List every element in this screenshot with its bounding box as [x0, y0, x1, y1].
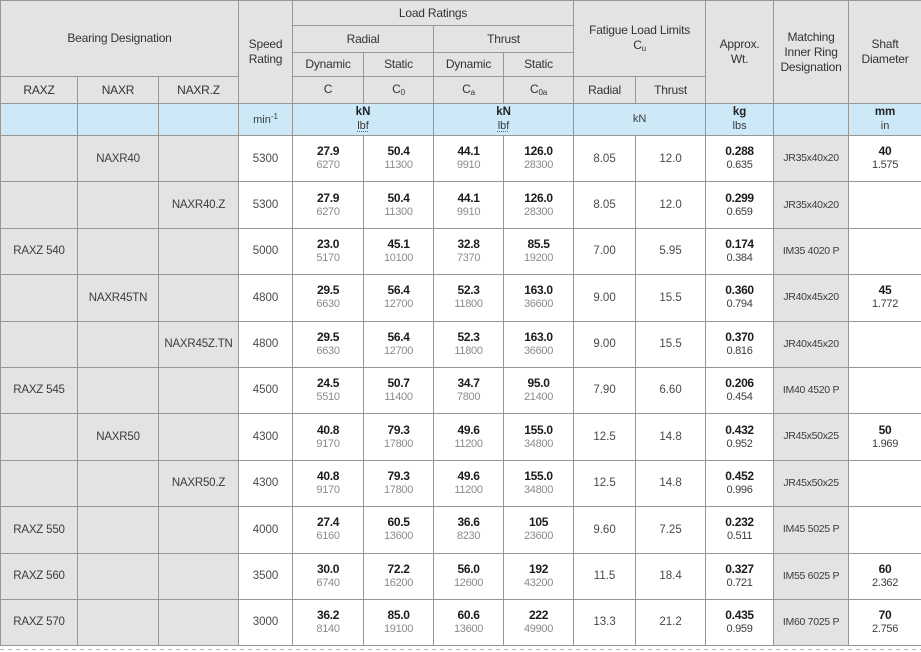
- cell-naxr-z: [159, 507, 239, 553]
- page-break-dashed-line: [0, 649, 921, 650]
- cell-shaft-diameter: 45 1.772: [849, 275, 921, 321]
- cell-naxr: [78, 460, 159, 506]
- cell-fatigue-thrust: 5.95: [636, 228, 706, 274]
- cell-radial-dynamic: 30.0 6740: [293, 553, 364, 599]
- cell-naxr: NAXR45TN: [78, 275, 159, 321]
- cell-radial-dynamic: 27.4 6160: [293, 507, 364, 553]
- cell-fatigue-thrust: 12.0: [636, 136, 706, 182]
- cell-inner-ring: JR35x40x20: [774, 182, 849, 228]
- table-row: [1, 553, 921, 599]
- cell-radial-static: 85.0 19100: [364, 599, 434, 645]
- fatigue-radial-header: Radial: [574, 77, 636, 104]
- table-header: [1, 1, 921, 104]
- cell-radial-static: 72.2 16200: [364, 553, 434, 599]
- cell-inner-ring: JR45x50x25: [774, 460, 849, 506]
- cell-thrust-static: 163.0 36600: [504, 275, 574, 321]
- cell-inner-ring: JR35x40x20: [774, 136, 849, 182]
- cell-thrust-static: 155.0 34800: [504, 414, 574, 460]
- cell-fatigue-radial: 8.05: [574, 182, 636, 228]
- cell-thrust-dynamic: 49.6 11200: [434, 414, 504, 460]
- col-header-naxr-z: NAXR.Z: [159, 77, 239, 104]
- cell-inner-ring: JR40x45x20: [774, 321, 849, 367]
- cell-inner-ring: IM35 4020 P: [774, 228, 849, 274]
- units-shaft: mm in: [849, 104, 921, 136]
- cell-weight: 0.206 0.454: [706, 367, 774, 413]
- cell-radial-dynamic: 23.0 5170: [293, 228, 364, 274]
- cell-shaft-diameter: 40 1.575: [849, 136, 921, 182]
- shaft-diameter-header: Shaft Diameter: [849, 1, 921, 104]
- symbol-c0: $C_0$: [364, 77, 434, 104]
- cell-thrust-dynamic: 44.1 9910: [434, 182, 504, 228]
- cell-fatigue-radial: 8.05: [574, 136, 636, 182]
- cell-fatigue-radial: 9.60: [574, 507, 636, 553]
- cell-thrust-dynamic: 52.3 11800: [434, 275, 504, 321]
- cell-raxz: [1, 414, 78, 460]
- cell-radial-static: 50.4 11300: [364, 182, 434, 228]
- cell-shaft-diameter: [849, 460, 921, 506]
- cell-radial-static: 79.3 17800: [364, 414, 434, 460]
- cell-inner-ring: IM60 7025 P: [774, 599, 849, 645]
- cell-inner-ring: JR40x45x20: [774, 275, 849, 321]
- cell-inner-ring: JR45x50x25: [774, 414, 849, 460]
- cell-thrust-dynamic: 52.3 11800: [434, 321, 504, 367]
- cell-raxz: RAXZ 570: [1, 599, 78, 645]
- cell-shaft-diameter: 70 2.756: [849, 599, 921, 645]
- cell-speed: 3500: [239, 553, 293, 599]
- header-row-1: [1, 1, 921, 26]
- cell-radial-dynamic: 40.8 9170: [293, 460, 364, 506]
- cell-naxr-z: NAXR45Z.TN: [159, 321, 239, 367]
- cell-thrust-static: 85.5 19200: [504, 228, 574, 274]
- cell-fatigue-thrust: 15.5: [636, 321, 706, 367]
- cell-inner-ring: IM45 5025 P: [774, 507, 849, 553]
- cell-thrust-dynamic: 32.8 7370: [434, 228, 504, 274]
- symbol-c: C: [293, 77, 364, 104]
- cell-speed: 4800: [239, 321, 293, 367]
- cell-fatigue-radial: 12.5: [574, 460, 636, 506]
- cell-naxr-z: [159, 228, 239, 274]
- cell-fatigue-thrust: 7.25: [636, 507, 706, 553]
- cell-thrust-static: 155.0 34800: [504, 460, 574, 506]
- table-row: [1, 414, 921, 460]
- cell-naxr-z: [159, 599, 239, 645]
- matching-inner-ring-header: Matching Inner Ring Designation: [774, 1, 849, 104]
- cell-shaft-diameter: [849, 182, 921, 228]
- cell-thrust-dynamic: 49.6 11200: [434, 460, 504, 506]
- cell-fatigue-radial: 9.00: [574, 321, 636, 367]
- cell-thrust-static: 126.0 28300: [504, 136, 574, 182]
- cell-naxr-z: [159, 414, 239, 460]
- cell-radial-static: 50.7 11400: [364, 367, 434, 413]
- cell-naxr-z: [159, 367, 239, 413]
- cell-radial-static: 50.4 11300: [364, 136, 434, 182]
- cell-radial-dynamic: 40.8 9170: [293, 414, 364, 460]
- cell-thrust-static: 126.0 28300: [504, 182, 574, 228]
- cell-radial-dynamic: 36.2 8140: [293, 599, 364, 645]
- units-fatigue: kN: [574, 104, 706, 136]
- units-row: [1, 104, 921, 136]
- cell-speed: 3000: [239, 599, 293, 645]
- cell-thrust-dynamic: 60.6 13600: [434, 599, 504, 645]
- cell-speed: 4300: [239, 414, 293, 460]
- cell-naxr: [78, 321, 159, 367]
- cell-naxr: [78, 367, 159, 413]
- cell-weight: 0.435 0.959: [706, 599, 774, 645]
- table-body: [1, 104, 921, 646]
- cell-thrust-dynamic: 56.0 12600: [434, 553, 504, 599]
- cell-speed: 5300: [239, 136, 293, 182]
- cell-thrust-static: 105 23600: [504, 507, 574, 553]
- cell-fatigue-thrust: 15.5: [636, 275, 706, 321]
- load-ratings-header: Load Ratings: [293, 1, 574, 26]
- cell-raxz: [1, 136, 78, 182]
- cell-thrust-dynamic: 34.7 7800: [434, 367, 504, 413]
- cell-naxr: NAXR40: [78, 136, 159, 182]
- speed-rating-header: Speed Rating: [239, 1, 293, 104]
- table-row: [1, 182, 921, 228]
- radial-static-header: Static: [364, 53, 434, 77]
- symbol-ca: $C_a$: [434, 77, 504, 104]
- units-thrust-load: kN lbf: [434, 104, 574, 136]
- cell-thrust-static: 163.0 36600: [504, 321, 574, 367]
- units-naxr-z-empty: [159, 104, 239, 136]
- cell-shaft-diameter: [849, 321, 921, 367]
- cell-speed: 4000: [239, 507, 293, 553]
- table-row: [1, 507, 921, 553]
- cell-fatigue-thrust: 21.2: [636, 599, 706, 645]
- cell-fatigue-thrust: 18.4: [636, 553, 706, 599]
- cell-speed: 5000: [239, 228, 293, 274]
- units-ring-empty: [774, 104, 849, 136]
- table-row: [1, 321, 921, 367]
- cell-thrust-dynamic: 44.1 9910: [434, 136, 504, 182]
- cell-shaft-diameter: [849, 507, 921, 553]
- cell-speed: 4300: [239, 460, 293, 506]
- fatigue-thrust-header: Thrust: [636, 77, 706, 104]
- radial-dynamic-header: Dynamic: [293, 53, 364, 77]
- cell-weight: 0.370 0.816: [706, 321, 774, 367]
- cell-fatigue-thrust: 12.0: [636, 182, 706, 228]
- cell-naxr: [78, 507, 159, 553]
- thrust-header: Thrust: [434, 26, 574, 53]
- thrust-static-header: Static: [504, 53, 574, 77]
- cell-naxr-z: [159, 136, 239, 182]
- cell-shaft-diameter: [849, 367, 921, 413]
- cell-speed: 4500: [239, 367, 293, 413]
- cell-raxz: [1, 321, 78, 367]
- table-row: [1, 275, 921, 321]
- cell-raxz: [1, 275, 78, 321]
- cell-radial-static: 79.3 17800: [364, 460, 434, 506]
- cell-shaft-diameter: [849, 228, 921, 274]
- cell-fatigue-radial: 9.00: [574, 275, 636, 321]
- units-naxr-empty: [78, 104, 159, 136]
- symbol-c0a: $C_{0a}$: [504, 77, 574, 104]
- cell-inner-ring: IM55 6025 P: [774, 553, 849, 599]
- cell-raxz: RAXZ 560: [1, 553, 78, 599]
- fatigue-load-limits-header: Fatigue Load Limits $C_u$: [574, 1, 706, 77]
- units-raxz-empty: [1, 104, 78, 136]
- table-row: [1, 460, 921, 506]
- cell-fatigue-thrust: 6.60: [636, 367, 706, 413]
- cell-weight: 0.232 0.511: [706, 507, 774, 553]
- cell-raxz: RAXZ 540: [1, 228, 78, 274]
- radial-header: Radial: [293, 26, 434, 53]
- table-row: [1, 136, 921, 182]
- thrust-dynamic-header: Dynamic: [434, 53, 504, 77]
- fatigue-symbol: $C_u$: [633, 38, 646, 53]
- cell-raxz: RAXZ 545: [1, 367, 78, 413]
- cell-naxr: [78, 228, 159, 274]
- cell-weight: 0.174 0.384: [706, 228, 774, 274]
- cell-thrust-static: 95.0 21400: [504, 367, 574, 413]
- cell-naxr: [78, 182, 159, 228]
- bearing-designation-header: Bearing Designation: [1, 1, 239, 77]
- approx-wt-header: Approx. Wt.: [706, 1, 774, 104]
- cell-naxr-z: NAXR50.Z: [159, 460, 239, 506]
- col-header-naxr: NAXR: [78, 77, 159, 104]
- cell-thrust-static: 192 43200: [504, 553, 574, 599]
- cell-naxr-z: [159, 553, 239, 599]
- cell-speed: 4800: [239, 275, 293, 321]
- cell-weight: 0.452 0.996: [706, 460, 774, 506]
- cell-inner-ring: IM40 4520 P: [774, 367, 849, 413]
- cell-weight: 0.360 0.794: [706, 275, 774, 321]
- cell-radial-static: 60.5 13600: [364, 507, 434, 553]
- cell-raxz: RAXZ 550: [1, 507, 78, 553]
- cell-thrust-dynamic: 36.6 8230: [434, 507, 504, 553]
- cell-radial-dynamic: 27.9 6270: [293, 136, 364, 182]
- col-header-raxz: RAXZ: [1, 77, 78, 104]
- cell-naxr: NAXR50: [78, 414, 159, 460]
- cell-radial-static: 45.1 10100: [364, 228, 434, 274]
- cell-radial-static: 56.4 12700: [364, 275, 434, 321]
- cell-naxr: [78, 599, 159, 645]
- cell-radial-dynamic: 29.5 6630: [293, 275, 364, 321]
- cell-fatigue-thrust: 14.8: [636, 414, 706, 460]
- cell-radial-dynamic: 29.5 6630: [293, 321, 364, 367]
- cell-weight: 0.288 0.635: [706, 136, 774, 182]
- cell-radial-dynamic: 27.9 6270: [293, 182, 364, 228]
- cell-shaft-diameter: 50 1.969: [849, 414, 921, 460]
- cell-naxr: [78, 553, 159, 599]
- cell-radial-static: 56.4 12700: [364, 321, 434, 367]
- table-row: [1, 599, 921, 645]
- cell-fatigue-radial: 11.5: [574, 553, 636, 599]
- table-row: [1, 367, 921, 413]
- cell-radial-dynamic: 24.5 5510: [293, 367, 364, 413]
- cell-fatigue-radial: 7.90: [574, 367, 636, 413]
- cell-speed: 5300: [239, 182, 293, 228]
- cell-fatigue-thrust: 14.8: [636, 460, 706, 506]
- cell-raxz: [1, 182, 78, 228]
- cell-fatigue-radial: 13.3: [574, 599, 636, 645]
- cell-shaft-diameter: 60 2.362: [849, 553, 921, 599]
- cell-weight: 0.327 0.721: [706, 553, 774, 599]
- units-radial-load: kN lbf: [293, 104, 434, 136]
- cell-naxr-z: [159, 275, 239, 321]
- cell-weight: 0.299 0.659: [706, 182, 774, 228]
- cell-weight: 0.432 0.952: [706, 414, 774, 460]
- units-speed: $\min^{-1}$: [239, 104, 293, 136]
- cell-naxr-z: NAXR40.Z: [159, 182, 239, 228]
- units-weight: kg lbs: [706, 104, 774, 136]
- cell-raxz: [1, 460, 78, 506]
- cell-thrust-static: 222 49900: [504, 599, 574, 645]
- cell-fatigue-radial: 7.00: [574, 228, 636, 274]
- cell-fatigue-radial: 12.5: [574, 414, 636, 460]
- table-row: [1, 228, 921, 274]
